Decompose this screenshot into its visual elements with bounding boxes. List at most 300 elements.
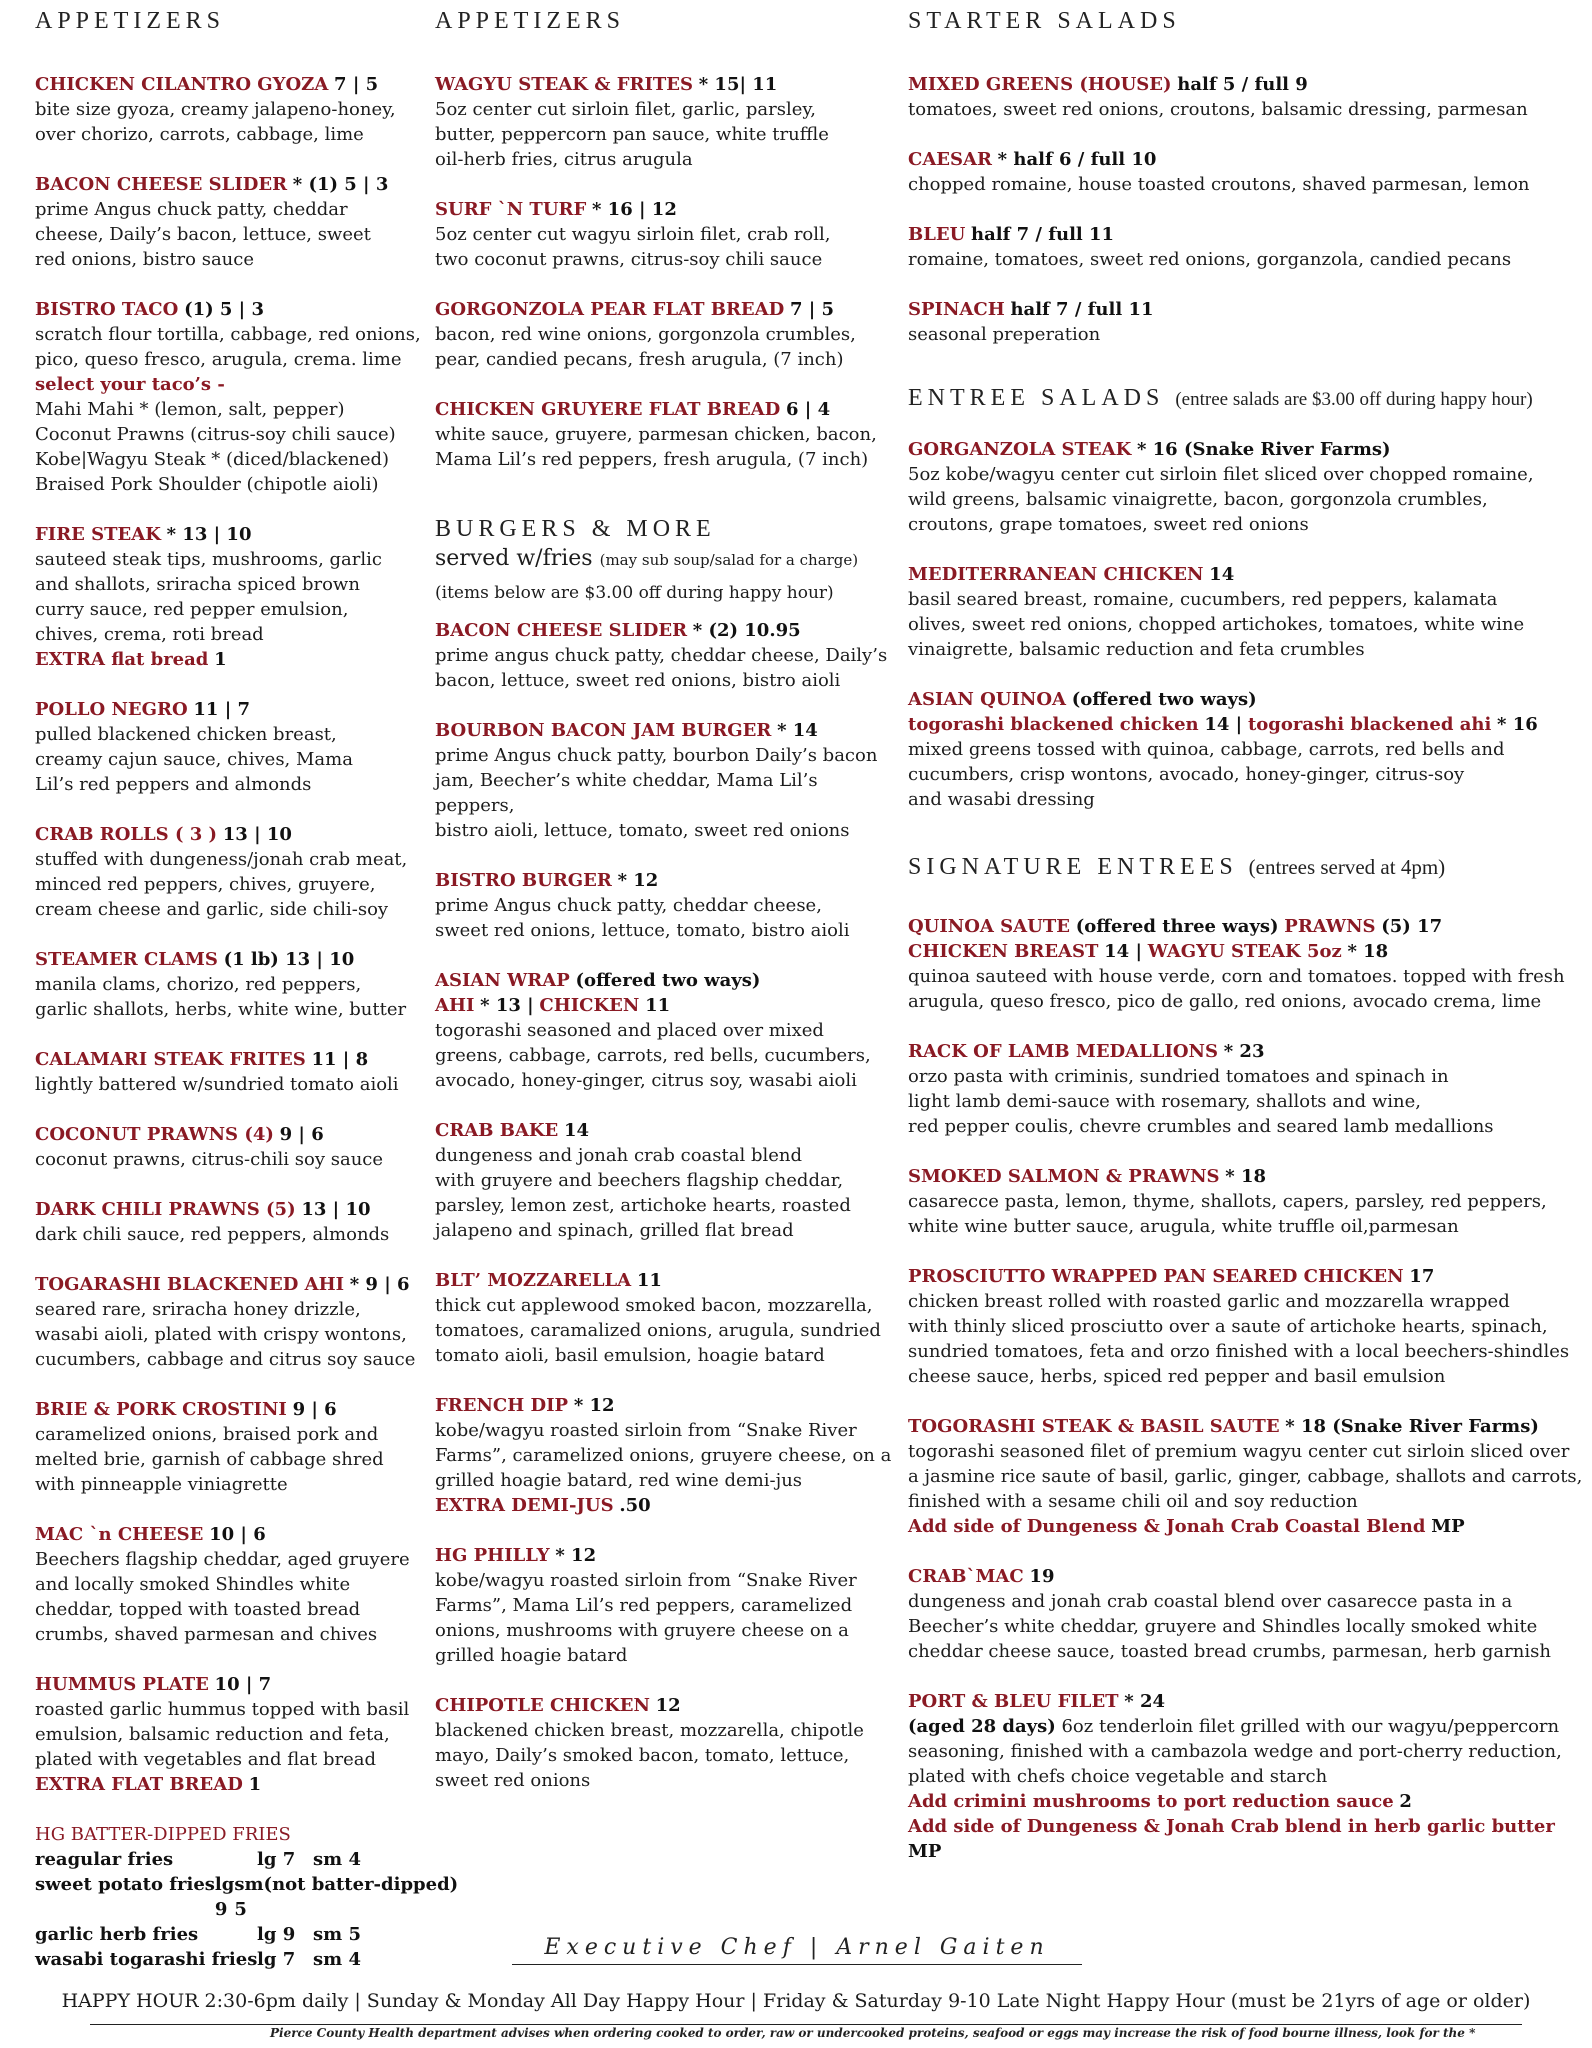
menu-item-description: two coconut prawns, citrus-soy chili sauce [435,249,823,270]
menu-item-title: MIXED GREENS (HOUSE) [908,74,1172,95]
menu-item-price: * 23 [1223,1041,1265,1062]
menu-item-price: * 18 [1225,1166,1267,1187]
menu-item-description: mayo, Daily’s smoked bacon, tomato, lettuce, [435,1745,850,1766]
menu-item-description: Farms”, Mama Lil’s red peppers, caramelized [435,1595,853,1616]
menu-item-description: lightly battered w/sundried tomato aioli [35,1074,399,1095]
option-price: (5) 17 [1381,916,1443,937]
menu-item [435,718,895,843]
menu-item-title: BRIE & PORK CROSTINI [35,1399,287,1420]
menu-item-description: cucumbers, cabbage and citrus soy sauce [35,1349,416,1370]
menu-item [35,1272,435,1372]
menu-item-price: 12 [655,1695,681,1716]
menu-item-description: pear, candied pecans, fresh arugula, (7 inch) [435,349,844,370]
executive-chef-credit: Executive Chef | Arnel Gaiten [512,1935,1082,1965]
menu-item-title: CRAB ROLLS ( 3 ) [35,824,218,845]
menu-item-description: and shallots, sriracha spiced brown [35,574,360,595]
entree-salads-section [908,385,1592,812]
menu-item [435,1393,895,1518]
menu-item-description: wasabi aioli, plated with crispy wontons, [35,1324,407,1345]
menu-item-header [35,1047,435,1072]
description-text: 6oz tenderloin filet grilled with our wagyu/peppercorn [1061,1716,1560,1737]
fries-large-price: lg 7 [257,1849,296,1870]
menu-item-header [435,718,895,743]
burgers-section [435,516,895,1793]
menu-item-description: arugula, queso fresco, pico de gallo, red onions, avocado crema, lime [908,991,1542,1012]
menu-item [435,968,895,1093]
menu-item-header [435,297,895,322]
fries-title: HG BATTER-DIPPED FRIES [35,1824,291,1845]
menu-item-description: mixed greens tossed with quinoa, cabbage, carrots, red bells and [908,739,1505,760]
menu-item-description: croutons, grape tomatoes, sweet red onions [908,514,1309,535]
menu-item-price: half 7 / full 11 [1010,299,1154,320]
menu-item-title: BLEU [908,224,966,245]
menu-item-title: BOURBON BACON JAM BURGER [435,720,772,741]
menu-item-header [908,222,1592,247]
menu-item-title: CALAMARI STEAK FRITES [35,1049,306,1070]
menu-item-price: * 12 [573,1395,615,1416]
menu-item-description: curry sauce, red pepper emulsion, [35,599,349,620]
menu-item-header [435,197,895,222]
menu-item-description: togorashi seasoned filet of premium wagyu center cut sirloin sliced over [908,1441,1570,1462]
menu-item-description: togorashi seasoned and placed over mixed [435,1020,824,1041]
menu-item-description: red onions, bistro sauce [35,249,255,270]
menu-item [35,522,435,672]
menu-item-title: BISTRO BURGER [435,870,612,891]
menu-item-title: CHIPOTLE CHICKEN [435,1695,650,1716]
menu-item-description: prime angus chuck patty, cheddar cheese, Daily’s [435,645,888,666]
menu-item [435,297,895,372]
menu-item-title: MAC `n CHEESE [35,1524,204,1545]
menu-item-description: tomato aioli, basil emulsion, hoagie batard [435,1345,825,1366]
menu-item-price: 13 | 10 [301,1199,371,1220]
menu-item-header [35,947,435,972]
menu-item-price: * 14 [777,720,818,741]
menu-item-description: cheddar, topped with toasted bread [35,1599,361,1620]
menu-item-description: and wasabi dressing [908,789,1095,810]
menu-item-description: olives, sweet red onions, chopped artichokes, tomatoes, white wine [908,614,1525,635]
menu-item-header [35,1397,435,1422]
option-label: PRAWNS [1284,916,1376,937]
menu-item-description: with thinly sliced prosciutto over a saute of artichoke hearts, spinach, [908,1316,1548,1337]
option-price: * 18 [1347,941,1389,962]
menu-item-title: PROSCIUTTO WRAPPED PAN SEARED CHICKEN [908,1266,1404,1287]
menu-item-header [908,1564,1592,1589]
menu-item-header [435,397,895,422]
menu-item-description: dark chili sauce, red peppers, almonds [35,1224,390,1245]
option-label: togorashi blackened ahi [1247,714,1492,735]
menu-item-description: kobe/wagyu roasted sirloin from “Snake River [435,1420,857,1441]
menu-item-title: GORGONZOLA PEAR FLAT BREAD [435,299,785,320]
menu-item-description: greens, cabbage, carrots, red bells, cucumbers, [435,1045,871,1066]
menu-item [435,618,895,693]
menu-item-header [908,1039,1592,1064]
menu-item-header [435,1393,895,1418]
menu-item-header [35,172,435,197]
menu-item-price: * 24 [1124,1691,1166,1712]
menu-item-description: bacon, red wine onions, gorgonzola crumbles, [435,324,856,345]
menu-item-title: SPINACH [908,299,1005,320]
menu-item-header [35,72,435,97]
fries-name: sweet potato fries [35,1874,215,1895]
menu-item-header [908,1414,1592,1439]
menu-item-description: roasted garlic hummus topped with basil [35,1699,410,1720]
menu-item-description: chicken breast rolled with roasted garlic and mozzarella wrapped [908,1291,1510,1312]
menu-item-description: coconut prawns, citrus-chili soy sauce [35,1149,384,1170]
menu-item-title: CHICKEN GRUYERE FLAT BREAD [435,399,781,420]
menu-item-description: romaine, tomatoes, sweet red onions, gorganzola, candied pecans [908,249,1512,270]
menu-item-price: * 16 | 12 [592,199,677,220]
menu-item-description: avocado, honey-ginger, citrus soy, wasabi aioli [435,1070,857,1091]
entree-salads-note: (entree salads are $3.00 off during happy hour) [1175,389,1533,410]
menu-item-header [908,1689,1592,1714]
taco-option: Kobe|Wagyu Steak * (diced/blackened) [35,449,390,470]
menu-item [35,1672,435,1797]
menu-item-title: CRAB BAKE [435,1120,559,1141]
menu-item-description: parsley, lemon zest, artichoke hearts, roasted [435,1195,851,1216]
menu-item-description: cheese sauce, herbs, spiced red pepper and basil emulsion [908,1366,1446,1387]
menu-item-description: butter, peppercorn pan sauce, white truffle [435,124,829,145]
menu-item-description: prime Angus chuck patty, bourbon Daily’s bacon [435,745,878,766]
menu-item [435,1543,895,1668]
menu-item-title: COCONUT PRAWNS (4) [35,1124,274,1145]
menu-item-description: 5oz center cut sirloin filet, garlic, parsley, [435,99,816,120]
fries-row [35,1847,435,1872]
menu-item-header [435,72,895,97]
menu-item-title: POLLO NEGRO [35,699,188,720]
menu-item-title: STEAMER CLAMS [35,949,218,970]
menu-item-title: ASIAN QUINOA [908,689,1066,710]
menu-item-title: DARK CHILI PRAWNS (5) [35,1199,296,1220]
menu-item-description: grilled hoagie batard [435,1645,628,1666]
happy-hour-info: HAPPY HOUR 2:30-6pm daily | Sunday & Monday All Day Happy Hour | Friday & Saturday 9-10 Late Night Happy Hour (must be 21yrs of age or older) [61,1990,1531,2012]
menu-item-price: 14 [1209,564,1235,585]
menu-item-title: PORT & BLEU FILET [908,1691,1119,1712]
description-bold: (aged 28 days) [908,1716,1056,1737]
menu-item [908,1564,1592,1664]
menu-item-description: creamy cajun sauce, chives, Mama [35,749,353,770]
menu-item-description: 5oz center cut wagyu sirloin filet, crab roll, [435,224,831,245]
menu-item-header [908,1264,1592,1289]
menu-item-price: half 5 / full 9 [1177,74,1308,95]
menu-item-header [908,72,1592,97]
menu-item-title: TOGARASHI BLACKENED AHI [35,1274,344,1295]
menu-item-extra [908,1789,1592,1814]
menu-item-description: light lamb demi-sauce with rosemary, shallots and wine, [908,1091,1421,1112]
menu-item-price: (offered three ways) [1075,916,1279,937]
menu-item-description: jalapeno and spinach, grilled flat bread [435,1220,794,1241]
taco-option: Mahi Mahi * (lemon, salt, pepper) [35,399,345,420]
option-price: 11 [645,995,671,1016]
fries-small-price: sm 5 [313,1924,361,1945]
menu-item-description: quinoa sauteed with house verde, corn and tomatoes. topped with fresh [908,966,1565,987]
menu-item-description: pico, queso fresco, arugula, crema. lime [35,349,402,370]
signature-entrees-section [908,854,1592,1864]
menu-item-header [35,697,435,722]
menu-item-description: scratch flour tortilla, cabbage, red onions, [35,324,421,345]
menu-item [435,197,895,272]
menu-item-price: * 13 | 10 [166,524,252,545]
extra-label: EXTRA DEMI-JUS [435,1495,614,1516]
extra-price: 1 [248,1774,262,1795]
menu-item-description: with gruyere and beechers flagship cheddar, [435,1170,844,1191]
menu-item-description: Beechers flagship cheddar, aged gruyere [35,1549,410,1570]
menu-item-extra [35,1772,435,1797]
menu-item [435,868,895,943]
menu-item [35,1197,435,1247]
menu-item-description: manila clams, chorizo, red peppers, [35,974,362,995]
menu-item-title: WAGYU STEAK & FRITES [435,74,693,95]
menu-item-description: minced red peppers, chives, gruyere, [35,874,376,895]
menu-item [35,947,435,1022]
menu-item [908,914,1592,1014]
menu-item-description: sweet red onions, lettuce, tomato, bistro aioli [435,920,850,941]
menu-item-header [35,1197,435,1222]
menu-item [35,1047,435,1097]
menu-item [35,72,435,147]
menu-item [908,1164,1592,1239]
menu-item-extra [35,647,435,672]
menu-item-description: kobe/wagyu roasted sirloin from “Snake River [435,1570,857,1591]
fries-note: (not batter-dipped) [263,1874,459,1895]
option-price: * 13 | [480,995,534,1016]
menu-item [435,1693,895,1793]
menu-item-header [35,522,435,547]
menu-item [35,297,435,497]
menu-item-description: cheddar cheese sauce, toasted bread crumbs, parmesan, herb garnish [908,1641,1551,1662]
burgers-subheading: served w/fries [435,546,593,571]
extra-label: EXTRA FLAT BREAD [35,1774,243,1795]
menu-item-price: * 16 (Snake River Farms) [1136,439,1391,460]
menu-item [908,562,1592,662]
menu-item-description: cucumbers, crisp wontons, avocado, honey-ginger, citrus-soy [908,764,1465,785]
menu-item-header [435,1118,895,1143]
menu-item-description: white sauce, gruyere, parmesan chicken, bacon, [435,424,877,445]
menu-item-price: 19 [1029,1566,1055,1587]
fries-small-price: sm 4 [313,1949,361,1970]
option-label: AHI [435,995,475,1016]
menu-item [908,297,1592,347]
menu-item-description: Mama Lil’s red peppers, fresh arugula, (7 inch) [435,449,869,470]
menu-item-description: emulsion, balsamic reduction and feta, [35,1724,390,1745]
menu-item-description: crumbs, shaved parmesan and chives [35,1624,378,1645]
option-label: togorashi blackened chicken [908,714,1199,735]
menu-item-title: CAESAR [908,149,992,170]
extra-price: 1 [214,649,227,670]
menu-item-header [435,1268,895,1293]
menu-item-price: * 9 | 6 [349,1274,410,1295]
menu-item-header [908,914,1592,939]
menu-item-header [35,1522,435,1547]
menu-item [908,687,1592,812]
menu-item-description: seasoning, finished with a cambazola wedge and port-cherry reduction, [908,1741,1562,1762]
menu-item-price: * 18 (Snake River Farms) [1285,1416,1539,1437]
menu-item-price: 9 | 6 [279,1124,324,1145]
menu-item-title: FRENCH DIP [435,1395,569,1416]
menu-item-header [908,562,1592,587]
menu-item-title: RACK OF LAMB MEDALLIONS [908,1041,1218,1062]
menu-item-extra [908,1814,1592,1864]
menu-item-title: SURF `N TURF [435,199,587,220]
menu-item-description: tomatoes, caramalized onions, arugula, sundried [435,1320,881,1341]
menu-item-title: BACON CHEESE SLIDER [435,620,688,641]
menu-item-price: * (2) 10.95 [692,620,801,641]
menu-item-title: HUMMUS PLATE [35,1674,209,1695]
fries-small-price: sm 4 [313,1849,361,1870]
taco-option: Coconut Prawns (citrus-soy chili sauce) [35,424,396,445]
column-right [908,0,1592,1864]
menu-item-header [435,1543,895,1568]
menu-item-price: 17 [1409,1266,1435,1287]
option-line [435,993,895,1018]
menu-item-price: 9 | 6 [292,1399,337,1420]
menu-item-title: SMOKED SALMON & PRAWNS [908,1166,1220,1187]
menu-item-title: BLT’ MOZZARELLA [435,1270,632,1291]
section-heading-signature-entrees: SIGNATURE ENTREES [908,854,1238,880]
menu-item-title: BACON CHEESE SLIDER [35,174,288,195]
menu-item-extra [435,1493,895,1518]
menu-item-price: 10 | 6 [209,1524,266,1545]
menu-item-title: GORGANZOLA STEAK [908,439,1132,460]
menu-item-description: sauteed steak tips, mushrooms, garlic [35,549,382,570]
menu-item-description: prime Angus chuck patty, cheddar cheese, [435,895,822,916]
menu-item-title: HG PHILLY [435,1545,550,1566]
menu-item-price: (1 lb) 13 | 10 [223,949,355,970]
column-left [35,0,459,1972]
menu-item-title: MEDITERRANEAN CHICKEN [908,564,1204,585]
menu-item-price: 7 | 5 [789,299,835,320]
extra-price: .50 [619,1495,651,1516]
menu-item-description: and locally smoked Shindles white [35,1574,351,1595]
menu-item-description: casarecce pasta, lemon, thyme, shallots, capers, parsley, red peppers, [908,1191,1547,1212]
menu-item [908,72,1592,122]
extra-label: EXTRA flat bread [35,649,209,670]
option-line [908,939,1592,964]
menu-item-description: caramelized onions, braised pork and [35,1424,379,1445]
menu-item [35,1522,435,1647]
menu-item-description: onions, mushrooms with gruyere cheese on a [435,1620,849,1641]
menu-item-description: melted brie, garnish of cabbage shred [35,1449,384,1470]
section-heading-entree-salads: ENTREE SALADS [908,385,1165,411]
menu-item-header [35,1672,435,1697]
option-label: CHICKEN BREAST [908,941,1099,962]
menu-item-description: basil seared breast, romaine, cucumbers, red peppers, kalamata [908,589,1498,610]
extra-label: Add crimini mushrooms to port reduction sauce [908,1791,1394,1812]
signature-entrees-note: (entrees served at 4pm) [1248,855,1446,879]
menu-item-title: FIRE STEAK [35,524,161,545]
column-middle [435,0,895,1793]
option-price: 14 | [1104,941,1143,962]
menu-item-description: red pepper coulis, chevre crumbles and seared lamb medallions [908,1116,1494,1137]
fries-large-price: lg 7 [257,1949,296,1970]
menu-item-description: jam, Beecher’s white cheddar, Mama Lil’s peppers, [435,770,818,816]
menu-item-description: finished with a sesame chili oil and soy reduction [908,1491,1358,1512]
menu-item-price: * half 6 / full 10 [997,149,1157,170]
menu-item-description: thick cut applewood smoked bacon, mozzarella, [435,1295,873,1316]
section-heading-starter-salads: STARTER SALADS [908,8,1181,34]
taco-option: Braised Pork Shoulder (chipotle aioli) [35,474,379,495]
fries-large-price: lg 9 [257,1924,296,1945]
menu-item-header [908,437,1592,462]
menu-item [908,437,1592,537]
menu-item-price: 7 | 5 [334,74,379,95]
fries-row [35,1872,459,1922]
menu-item-description: seasonal preperation [908,324,1101,345]
menu-item [35,1122,435,1172]
option-label: WAGYU STEAK 5oz [1147,941,1342,962]
section-heading-appetizers-2: APPETIZERS [435,8,626,34]
menu-item-header [35,822,435,847]
menu-item [435,397,895,472]
section-heading-appetizers: APPETIZERS [35,8,226,34]
extra-price: MP [1431,1516,1465,1537]
menu-item-description: cheese, Daily’s bacon, lettuce, sweet [35,224,371,245]
burgers-happy-hour-note: (items below are $3.00 off during happy hour) [435,583,834,603]
menu-item [435,1268,895,1368]
menu-item-description: stuffed with dungeness/jonah crab meat, [35,849,408,870]
menu-item-description: bistro aioli, lettuce, tomato, sweet red onions [435,820,850,841]
taco-select-label: select your taco’s - [35,374,225,395]
menu-item-title: TOGORASHI STEAK & BASIL SAUTE [908,1416,1280,1437]
menu-item-header [35,1272,435,1297]
extra-label: Add side of Dungeness & Jonah Crab Coastal Blend [908,1516,1426,1537]
footer-divider [90,2024,1522,2025]
menu-item-title: QUINOA SAUTE [908,916,1070,937]
menu-item-extra [908,1514,1592,1539]
menu-item-price: (1) 5 | 3 [184,299,265,320]
menu-item-price: 10 | 7 [214,1674,272,1695]
menu-item-description: over chorizo, carrots, cabbage, lime [35,124,364,145]
menu-item-description: chives, crema, roti bread [35,624,264,645]
burgers-subnote: (may sub soup/salad for a charge) [599,551,859,569]
menu-item [35,172,435,272]
menu-item-description: dungeness and jonah crab coastal blend [435,1145,802,1166]
extra-price: MP [908,1841,942,1862]
menu-item-description: tomatoes, sweet red onions, croutons, balsamic dressing, parmesan [908,99,1528,120]
menu-item-description: wild greens, balsamic vinaigrette, bacon, gorgonzola crumbles, [908,489,1488,510]
menu-item-title: CRAB`MAC [908,1566,1024,1587]
menu-item-price: 13 | 10 [222,824,292,845]
menu-item-header [908,147,1592,172]
menu-item-header [35,297,435,322]
option-line [908,712,1592,737]
menu-item-price: 11 | 7 [193,699,251,720]
menu-item [908,1039,1592,1139]
menu-item-price: 14 [564,1120,590,1141]
menu-item [908,1689,1592,1864]
menu-item-description: white wine butter sauce, arugula, white truffle oil,parmesan [908,1216,1459,1237]
section-heading-burgers: BURGERS & MORE [435,516,716,542]
menu-item-header [435,968,895,993]
menu-item-description: plated with vegetables and flat bread [35,1749,376,1770]
menu-item-title: ASIAN WRAP [435,970,570,991]
menu-item-price: * 15| 11 [698,74,778,95]
menu-item-description: pulled blackened chicken breast, [35,724,337,745]
menu-item-title: BISTRO TACO [35,299,179,320]
menu-item-price: * 12 [617,870,659,891]
menu-item-description: grilled hoagie batard, red wine demi-jus [435,1470,803,1491]
menu-item-description [908,1714,1592,1739]
fries-name: wasabi togarashi fries [35,1949,258,1970]
menu-item-header [908,297,1592,322]
fries-name: garlic herb fries [35,1924,199,1945]
menu-item-description: garlic shallots, herbs, white wine, butter [35,999,407,1020]
menu-item [908,222,1592,272]
menu-item-description: orzo pasta with criminis, sundried tomatoes and spinach in [908,1066,1449,1087]
menu-item-description: Beecher’s white cheddar, gruyere and Shindles locally smoked white [908,1616,1538,1637]
menu-item-description: blackened chicken breast, mozzarella, chipotle [435,1720,864,1741]
menu-item-price: 11 | 8 [311,1049,369,1070]
fries-large-price: lg 9 [214,1874,235,1920]
